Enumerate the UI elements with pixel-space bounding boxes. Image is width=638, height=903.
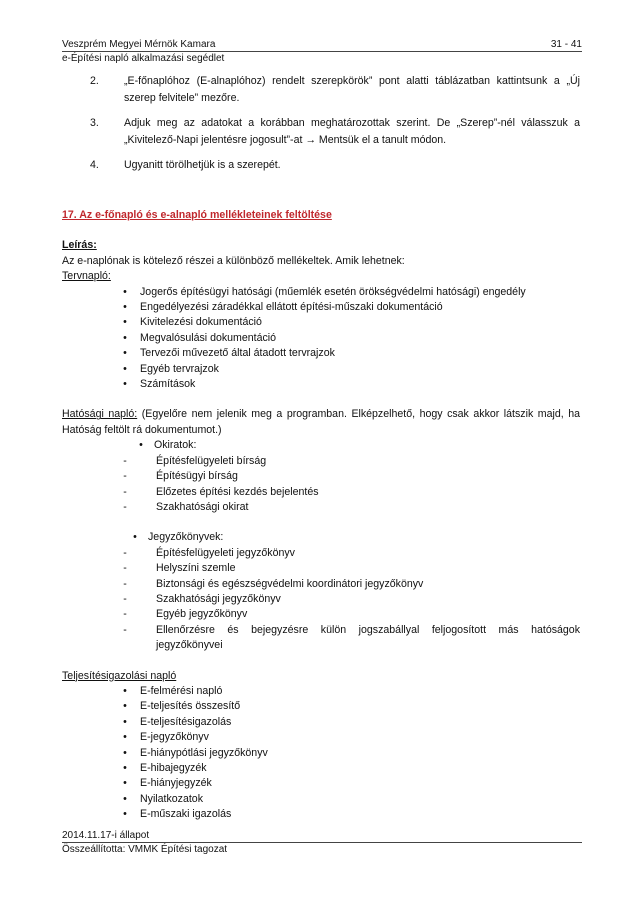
bullet-marker: • (123, 746, 127, 759)
footer-author: Összeállította: VMMK Építési tagozat (62, 844, 228, 855)
list-item-text: Szakhatósági okirat (156, 500, 249, 513)
list-item-text: E-hiányjegyzék (140, 777, 212, 790)
list-item-text: E-hibajegyzék (140, 762, 207, 774)
okiratok-list (62, 454, 580, 516)
dash-marker: - (123, 454, 127, 467)
list-item-text: Engedélyezési záradékkal ellátott építési-műszaki dokumentáció (140, 301, 443, 314)
jegyzokonyvek-label: Jegyzőkönyvek: (148, 531, 224, 544)
bullet-marker: • (123, 792, 127, 805)
step-text: Ugyanitt törölhetjük is a szerepét. (124, 159, 281, 171)
list-item-text: Jogerős építésügyi hatósági (műemlék esetén örökségvédelmi hatósági) engedély (140, 285, 526, 298)
list-item-text: E-hiánypótlási jegyzőkönyv (140, 746, 268, 759)
list-item (62, 300, 580, 315)
list-item (62, 469, 580, 484)
list-item-text: Helyszíni szemle (156, 562, 236, 575)
list-item-text: Építésfelügyeleti jegyzőkönyv (156, 546, 295, 559)
list-item (62, 577, 580, 592)
list-item-text: E-műszaki igazolás (140, 808, 232, 821)
list-item (62, 530, 580, 545)
bullet-marker: • (123, 331, 127, 344)
list-item (62, 377, 580, 392)
dash-marker: - (123, 470, 127, 483)
footer-date: 2014.11.17-i állapot (62, 830, 150, 841)
header-organization: Veszprém Megyei Mérnök Kamara (62, 39, 216, 50)
list-item (62, 500, 580, 515)
bullet-marker: • (133, 531, 137, 544)
list-item (62, 454, 580, 469)
teljesites-label: Teljesítésigazolási napló (62, 669, 177, 682)
list-item-text: Biztonsági és egészségvédelmi koordinátori jegyzőkönyv (156, 577, 424, 590)
list-item (62, 699, 580, 714)
section-body (62, 208, 580, 823)
list-item-text: E-teljesítés összesítő (140, 700, 241, 713)
dash-marker: - (123, 485, 127, 498)
section-title: 17. Az e-főnapló és e-alnapló mellékleteinek feltöltése (62, 209, 332, 221)
dash-marker: - (123, 592, 127, 605)
page-header (62, 38, 582, 65)
list-item-text: Egyéb tervrajzok (140, 362, 219, 375)
bullet-marker: • (123, 777, 127, 790)
list-item (62, 285, 580, 300)
list-item (62, 684, 580, 699)
hatosagi-note: (Egyelőre nem jelenik meg a programban. Elképzelhető, hogy csak akkor látszik majd, ha Hatóság feltölt rá dokumentumot.) (62, 408, 580, 436)
step-number: 3. (90, 117, 99, 129)
step-item (62, 157, 580, 174)
list-item (62, 607, 580, 622)
step-number: 4. (90, 159, 99, 171)
list-item-text: E-felmérési napló (140, 684, 223, 697)
list-item-text: Előzetes építési kezdés bejelentés (156, 485, 319, 498)
step-item (62, 73, 580, 107)
bullet-marker: • (123, 684, 127, 697)
list-item (62, 346, 580, 361)
description-intro: Az e-naplónak is kötelező részei a különböző mellékeltek. Amik lehetnek: (62, 254, 405, 267)
list-item-text: Nyilatkozatok (140, 792, 203, 805)
bullet-marker: • (123, 715, 127, 728)
list-item-text: Építésfelügyeleti bírság (156, 454, 267, 467)
header-page-number: 31 - 41 (550, 39, 582, 50)
dash-marker: - (123, 562, 127, 575)
list-item-text: Számítások (140, 378, 196, 391)
bullet-marker: • (123, 378, 127, 391)
list-item (62, 485, 580, 500)
bullet-marker: • (139, 439, 143, 452)
list-item-text: Megvalósulási dokumentáció (140, 331, 277, 344)
tervnaplo-label: Tervnapló: (62, 270, 111, 283)
bullet-marker: • (123, 808, 127, 821)
list-item-text: Építésügyi bírság (156, 470, 238, 483)
step-item (62, 115, 580, 149)
step-number: 2. (90, 75, 99, 87)
list-item (62, 592, 580, 607)
step-text: Adjuk meg az adatokat a korábban meghatározottak szerint. De „Szerep”-nél válasszuk a „Kivitelező-Napi jelentésre jogosult”-at → Mentsük el a tanult módon. (124, 117, 580, 146)
list-item (62, 776, 580, 791)
list-item (62, 792, 580, 807)
bullet-marker: • (123, 316, 127, 329)
list-item (62, 362, 580, 377)
dash-marker: - (123, 608, 127, 621)
list-item-text: E-teljesítésigazolás (140, 715, 232, 728)
list-item (62, 438, 580, 453)
bullet-marker: • (123, 285, 127, 298)
page-footer (62, 829, 582, 856)
description-label: Leírás: (62, 239, 97, 252)
list-item-text: E-jegyzőkönyv (140, 731, 209, 744)
bullet-marker: • (123, 347, 127, 360)
list-item-text: Egyéb jegyzőkönyv (156, 608, 248, 621)
dash-marker: - (123, 546, 127, 559)
list-item (62, 761, 580, 776)
list-item-text: Tervezői művezető által átadott tervrajzok (140, 347, 335, 360)
dash-marker: - (123, 500, 127, 513)
bullet-marker: • (123, 700, 127, 713)
header-subtitle: e-Építési napló alkalmazási segédlet (62, 53, 225, 64)
jegyzokonyvek-list (62, 546, 580, 654)
step-list (62, 73, 580, 182)
dash-marker: - (123, 577, 127, 590)
list-item-text: Kivitelezési dokumentáció (140, 316, 262, 329)
step-text: „E-főnaplóhoz (E-alnaplóhoz) rendelt szerepkörök” pont alatti táblázatban kattintsunk a „Új szerep felvitele” mezőre. (124, 75, 580, 104)
list-item (62, 331, 580, 346)
list-item (62, 730, 580, 745)
teljesites-list (62, 684, 580, 823)
list-item (62, 546, 580, 561)
hatosagi-label: Hatósági napló: (62, 408, 138, 421)
dash-marker: - (123, 623, 127, 636)
bullet-marker: • (123, 731, 127, 744)
list-item-text: Ellenőrzésre és bejegyzésre külön jogszabállyal feljogosított más hatóságok jegyzőkönyvei (156, 623, 580, 652)
list-item (62, 623, 580, 654)
bullet-marker: • (123, 362, 127, 375)
hatosagi-paragraph (62, 407, 580, 438)
list-item (62, 315, 580, 330)
okiratok-label: Okiratok: (154, 439, 197, 452)
list-item (62, 746, 580, 761)
list-item (62, 715, 580, 730)
tervnaplo-list (62, 285, 580, 393)
list-item-text: Szakhatósági jegyzőkönyv (156, 592, 281, 605)
list-item (62, 561, 580, 576)
bullet-marker: • (123, 301, 127, 314)
bullet-marker: • (123, 762, 127, 774)
list-item (62, 807, 580, 822)
